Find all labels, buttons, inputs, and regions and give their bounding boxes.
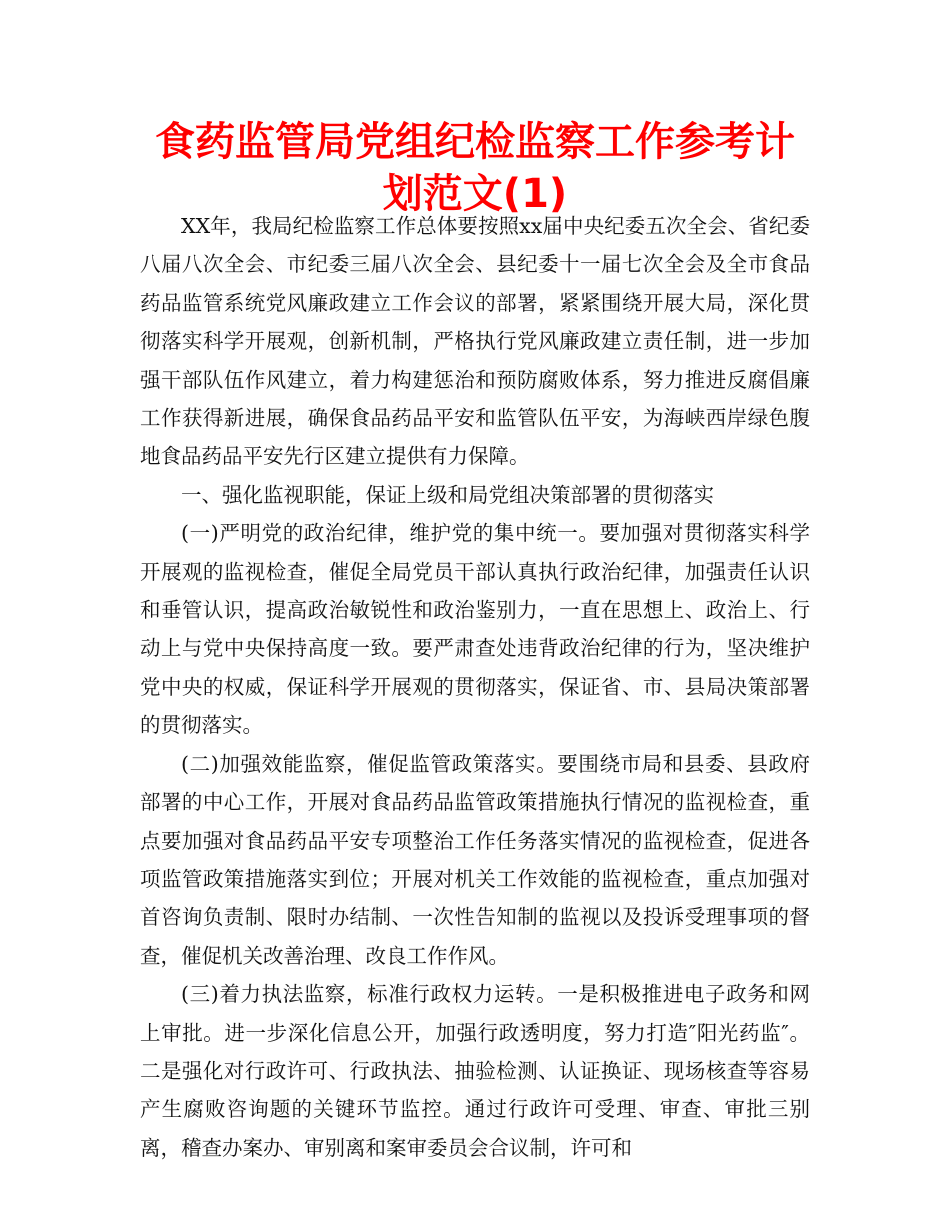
document-body xyxy=(140,207,810,1167)
document-title: 食药监管局党组纪检监察工作参考计划范文(1) xyxy=(155,119,795,217)
subsection-paragraph-3: (三)着力执法监察，标准行政权力运转。一是积极推进电子政务和网上审批。进一步深化信息公开，加强行政透明度，努力打造″阳光药监″。二是强化对行政许可、行政执法、抽验检测、认证换证、现场核查等容易产生腐败咨询题的关键环节监控。通过行政许可受理、审查、审批三别离，稽查办案办、审别离和案审委员会合议制，许可和 xyxy=(140,982,810,1160)
section-heading-1: 一、强化监视职能，保证上级和局党组决策部署的贯彻落实 xyxy=(181,482,714,507)
intro-paragraph: XX年，我局纪检监察工作总体要按照xx届中央纪委五次全会、省纪委八届八次全会、市纪委三届八次全会、县纪委十一届七次全会及全市食品药品监管系统党风廉政建立工作会议的部署，紧紧围绕开展大局，深化贯彻落实科学开展观，创新机制，严格执行党风廉政建立责任制，进一步加强干部队伍作风建立，着力构建惩治和预防腐败体系，努力推进反腐倡廉工作获得新进展，确保食品药品平安和监管队伍平安，为海峡西岸绿色腹地食品药品平安先行区建立提供有力保障。 xyxy=(140,214,810,469)
subsection-paragraph-2: (二)加强效能监察，催促监管政策落实。要围绕市局和县委、县政府部署的中心工作，开展对食品药品监管政策措施执行情况的监视检查，重点要加强对食品药品平安专项整治工作任务落实情况的监视检查，促进各项监管政策措施落实到位；开展对机关工作效能的监视检查，重点加强对首咨询负责制、限时办结制、一次性告知制的监视以及投诉受理事项的督查，催促机关改善治理、改良工作作风。 xyxy=(140,751,810,968)
subsection-paragraph-1: (一)严明党的政治纪律，维护党的集中统一。要加强对贯彻落实科学开展观的监视检查，催促全局党员干部认真执行政治纪律，加强责任认识和垂管认识，提高政治敏锐性和政治鉴别力，一直在思想上、政治上、行动上与党中央保持高度一致。要严肃查处违背政治纪律的行为，坚决维护党中央的权威，保证科学开展观的贯彻落实，保证省、市、县局决策部署的贯彻落实。 xyxy=(140,521,810,738)
